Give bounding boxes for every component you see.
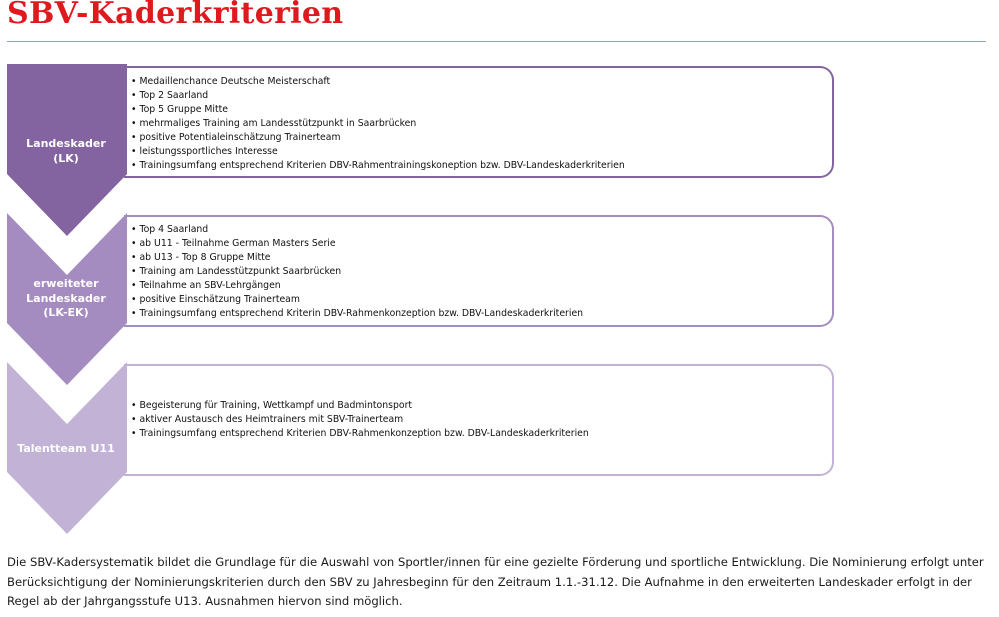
- criteria-item: • aktiver Austausch des Heimtrainers mit SBV-Trainerteam: [131, 413, 589, 427]
- criteria-list: [131, 399, 589, 441]
- criteria-item: • Teilnahme an SBV-Lehrgängen: [131, 279, 583, 293]
- level-chevron-talentteam: [0, 362, 137, 537]
- criteria-item: • Trainingsumfang entsprechend Kriterien DBV-Rahmenkonzeption bzw. DBV-Landeskaderkriterien: [131, 427, 589, 441]
- criteria-item: • ab U13 - Top 8 Gruppe Mitte: [131, 251, 583, 265]
- criteria-box-landeskader: [124, 66, 834, 178]
- criteria-item: • Top 2 Saarland: [131, 89, 625, 103]
- title-divider: [7, 41, 986, 42]
- criteria-item: • positive Einschätzung Trainerteam: [131, 293, 583, 307]
- level-label: Landeskader (LK): [26, 137, 106, 165]
- page-title: SBV-Kaderkriterien: [7, 0, 344, 31]
- criteria-box-erweiteter-landeskader: [124, 215, 834, 327]
- level-label: erweiteter Landeskader (LK-EK): [26, 277, 106, 319]
- criteria-item: • Training am Landesstützpunkt Saarbrücken: [131, 265, 583, 279]
- criteria-item: • Medaillenchance Deutsche Meisterschaft: [131, 75, 625, 89]
- criteria-list: [131, 75, 625, 173]
- criteria-box-talentteam: [124, 364, 834, 476]
- criteria-item: • Begeisterung für Training, Wettkampf und Badmintonsport: [131, 399, 589, 413]
- criteria-item: • Trainingsumfang entsprechend Kriterien DBV-Rahmentrainingskoneption bzw. DBV-Landeskaderkriterien: [131, 159, 625, 173]
- criteria-item: • positive Potentialeinschätzung Trainerteam: [131, 131, 625, 145]
- criteria-item: • ab U11 - Teilnahme German Masters Serie: [131, 237, 583, 251]
- criteria-list: [131, 223, 583, 321]
- criteria-item: • Trainingsumfang entsprechend Kriterin DBV-Rahmenkonzeption bzw. DBV-Landeskaderkriterien: [131, 307, 583, 321]
- level-label: Talentteam U11: [17, 442, 115, 455]
- criteria-item: • Top 5 Gruppe Mitte: [131, 103, 625, 117]
- criteria-item: • mehrmaliges Training am Landesstützpunkt in Saarbrücken: [131, 117, 625, 131]
- criteria-item: • leistungssportliches Interesse: [131, 145, 625, 159]
- description-paragraph: Die SBV-Kadersystematik bildet die Grundlage für die Auswahl von Sportler/innen für eine gezielte Förderung und sportliche Entwicklung. Die Nominierung erfolgt unter Berücksichtigung der Nominierungskriterien durch den SBV zu Jahresbeginn für den Zeitraum 1.1.-31.12. Die Aufnahme in den erweiterten Landeskader erfolgt in der Regel ab der Jahrgangsstufe U13. Ausnahmen hiervon sind möglich.: [7, 555, 984, 608]
- criteria-item: • Top 4 Saarland: [131, 223, 583, 237]
